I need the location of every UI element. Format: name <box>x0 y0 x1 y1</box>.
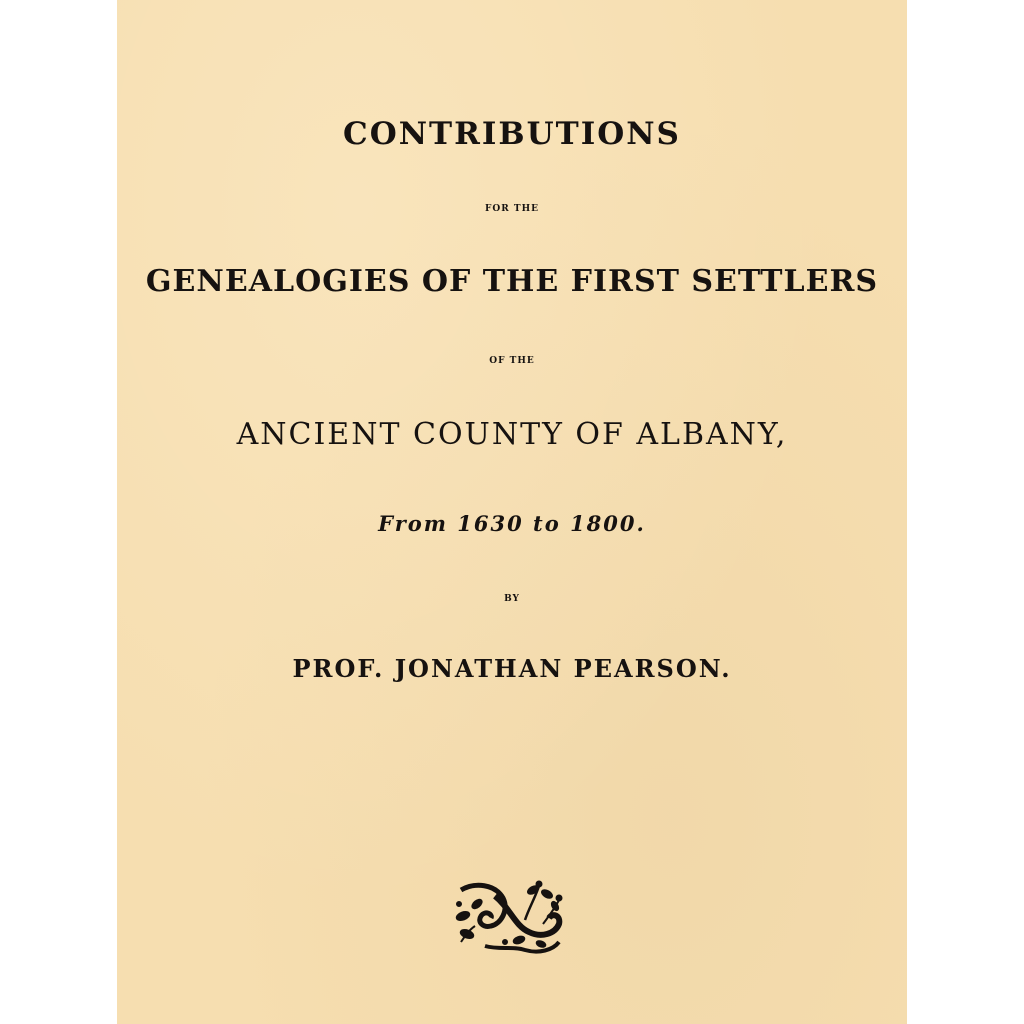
author-name: PROF. JONATHAN PEARSON. <box>292 654 732 683</box>
date-range: From 1630 to 1800. <box>378 511 646 536</box>
connector-of-the: OF THE <box>489 356 535 366</box>
floral-vine-ornament-icon <box>455 880 565 956</box>
connector-by: BY <box>504 594 520 604</box>
title-page <box>117 0 907 1024</box>
book-subtitle: GENEALOGIES OF THE FIRST SETTLERS <box>145 264 879 299</box>
county-line: ANCIENT COUNTY OF ALBANY, <box>236 417 788 452</box>
book-title: CONTRIBUTIONS <box>343 116 681 152</box>
connector-for-the: FOR THE <box>485 204 539 214</box>
